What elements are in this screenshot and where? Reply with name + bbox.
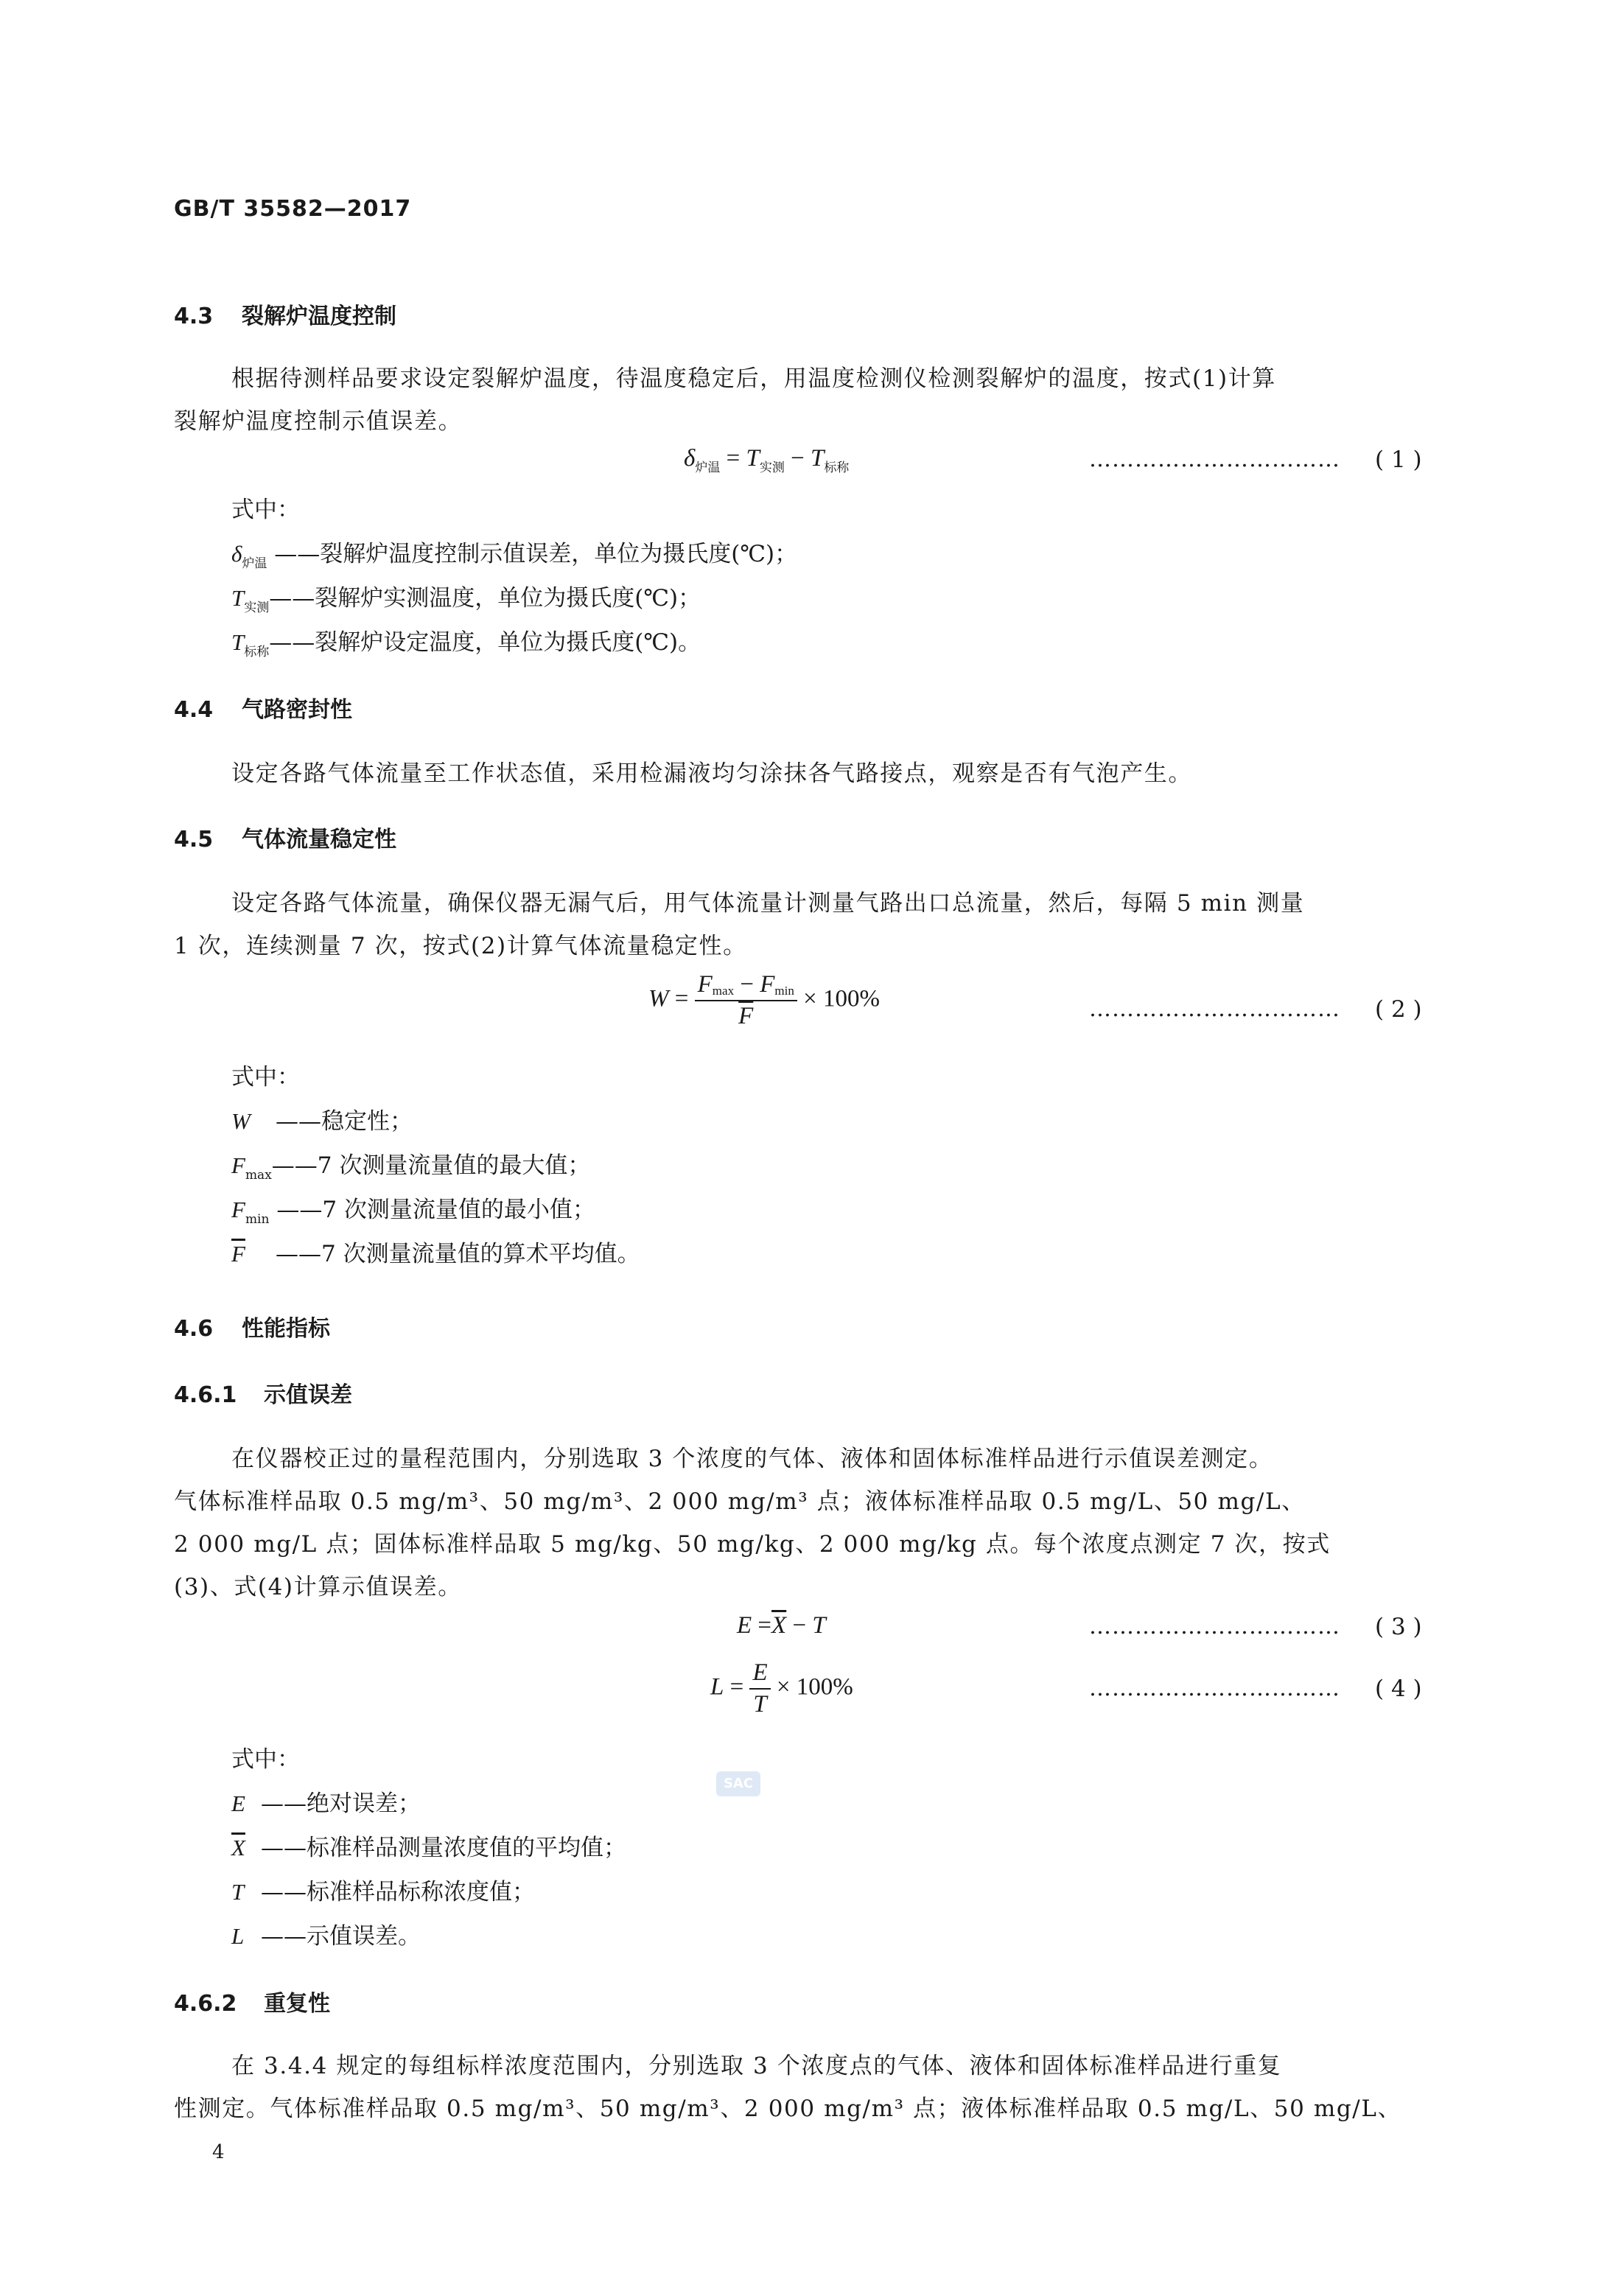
section-heading-4-6-1 xyxy=(174,1376,352,1409)
paragraph-line: 2 000 mg/L 点；固体标准样品取 5 mg/kg、50 mg/kg、2 000 mg/kg 点。每个浓度点测定 7 次，按式 xyxy=(174,1531,1331,1558)
section-title: 气路密封性 xyxy=(242,697,352,723)
section-title: 性能指标 xyxy=(242,1316,330,1342)
definition-item: $\delta_{炉温}$ ——裂解炉温度控制示值误差，单位为摄氏度(℃)； xyxy=(231,541,798,571)
section-number: 4.4 xyxy=(174,697,214,723)
equation-number: ( 4 ) xyxy=(1375,1676,1422,1702)
definition-item: $T_{标称}——$裂解炉设定温度，单位为摄氏度(℃)。 xyxy=(231,629,701,659)
definition-item: $F_{max}——7$ 次测量流量值的最大值； xyxy=(231,1152,591,1183)
equation-number: ( 1 ) xyxy=(1375,447,1422,473)
section-title: 裂解炉温度控制 xyxy=(242,304,396,329)
paragraph-line: 在仪器校正过的量程范围内，分别选取 3 个浓度的气体、液体和固体标准样品进行示值误差测定。 xyxy=(231,1446,1273,1472)
where-label: 式中： xyxy=(231,1064,300,1091)
paragraph-line: 设定各路气体流量，确保仪器无漏气后，用气体流量计测量气路出口总流量，然后，每隔 5 min 测量 xyxy=(231,890,1305,917)
section-heading-4-3 xyxy=(174,298,396,330)
equation-1: $\delta_{炉温} = T_{实测} - T_{标称}$ xyxy=(684,445,850,475)
definition-item: $\overline{F}$ ——7 次测量流量值的算术平均值。 xyxy=(231,1241,640,1267)
paragraph-line: 气体标准样品取 0.5 mg/m³、50 mg/m³、2 000 mg/m³ 点；液体标准样品取 0.5 mg/L、50 mg/L、 xyxy=(174,1488,1306,1515)
paragraph-line: 性测定。气体标准样品取 0.5 mg/m³、50 mg/m³、2 000 mg/m³ 点；液体标准样品取 0.5 mg/L、50 mg/L、 xyxy=(174,2096,1402,2122)
definition-item: L ——示值误差。 xyxy=(231,1923,421,1950)
equation-leader-dots: …………………………… xyxy=(1089,996,1340,1022)
section-number: 4.6 xyxy=(174,1316,214,1342)
paragraph-line: (3)、式(4)计算示值误差。 xyxy=(174,1574,462,1600)
equation-leader-dots: …………………………… xyxy=(1089,447,1340,472)
equation-3: $E =\overline{X} - T$ xyxy=(737,1612,826,1639)
equation-2: W = $\frac{Fmax - Fmin}{F}$ × 100% xyxy=(648,971,880,1029)
section-heading-4-6-2 xyxy=(174,1985,330,2017)
section-number: 4.3 xyxy=(174,304,214,329)
equation-number: ( 3 ) xyxy=(1375,1614,1422,1640)
definition-item: W ——稳定性； xyxy=(231,1108,413,1135)
paragraph-line: 1 次，连续测量 7 次，按式(2)计算气体流量稳定性。 xyxy=(174,933,747,959)
definition-item: E ——绝对误差； xyxy=(231,1790,421,1817)
page-number: 4 xyxy=(212,2141,225,2163)
section-heading-4-5 xyxy=(174,821,396,853)
section-number: 4.5 xyxy=(174,827,214,853)
paragraph-line: 设定各路气体流量至工作状态值，采用检漏液均匀涂抹各气路接点，观察是否有气泡产生。 xyxy=(231,760,1192,787)
section-number: 4.6.2 xyxy=(174,1991,237,2017)
where-label: 式中： xyxy=(231,497,300,523)
section-heading-4-4 xyxy=(174,691,352,724)
paragraph-line: 在 3.4.4 规定的每组标样浓度范围内，分别选取 3 个浓度点的气体、液体和固体标准样品进行重复 xyxy=(231,2053,1282,2079)
watermark-logo: SAC xyxy=(716,1771,760,1796)
paragraph-line: 裂解炉温度控制示值误差。 xyxy=(174,408,463,435)
equation-number: ( 2 ) xyxy=(1375,996,1422,1023)
definition-item: $T_{实测}——$裂解炉实测温度，单位为摄氏度(℃)； xyxy=(231,585,701,615)
section-title: 气体流量稳定性 xyxy=(242,827,396,853)
section-title: 示值误差 xyxy=(264,1382,352,1408)
section-number: 4.6.1 xyxy=(174,1382,237,1408)
section-title: 重复性 xyxy=(264,1991,330,2017)
equation-leader-dots: …………………………… xyxy=(1089,1614,1340,1639)
where-label: 式中： xyxy=(231,1746,300,1773)
definition-item: $\overline{X}$ ——标准样品测量浓度值的平均值； xyxy=(231,1835,626,1861)
definition-item: T ——标准样品标称浓度值； xyxy=(231,1879,535,1905)
equation-leader-dots: …………………………… xyxy=(1089,1676,1340,1701)
equation-4: L = $\frac{E}{T}$ × 100% xyxy=(710,1659,853,1718)
standard-code: GB/T 35582—2017 xyxy=(174,196,412,222)
definition-item: $F_{min}$ ——7 次测量流量值的最小值； xyxy=(231,1197,595,1227)
paragraph-line: 根据待测样品要求设定裂解炉温度，待温度稳定后，用温度检测仪检测裂解炉的温度，按式(1)计算 xyxy=(231,365,1276,392)
section-heading-4-6 xyxy=(174,1310,330,1342)
